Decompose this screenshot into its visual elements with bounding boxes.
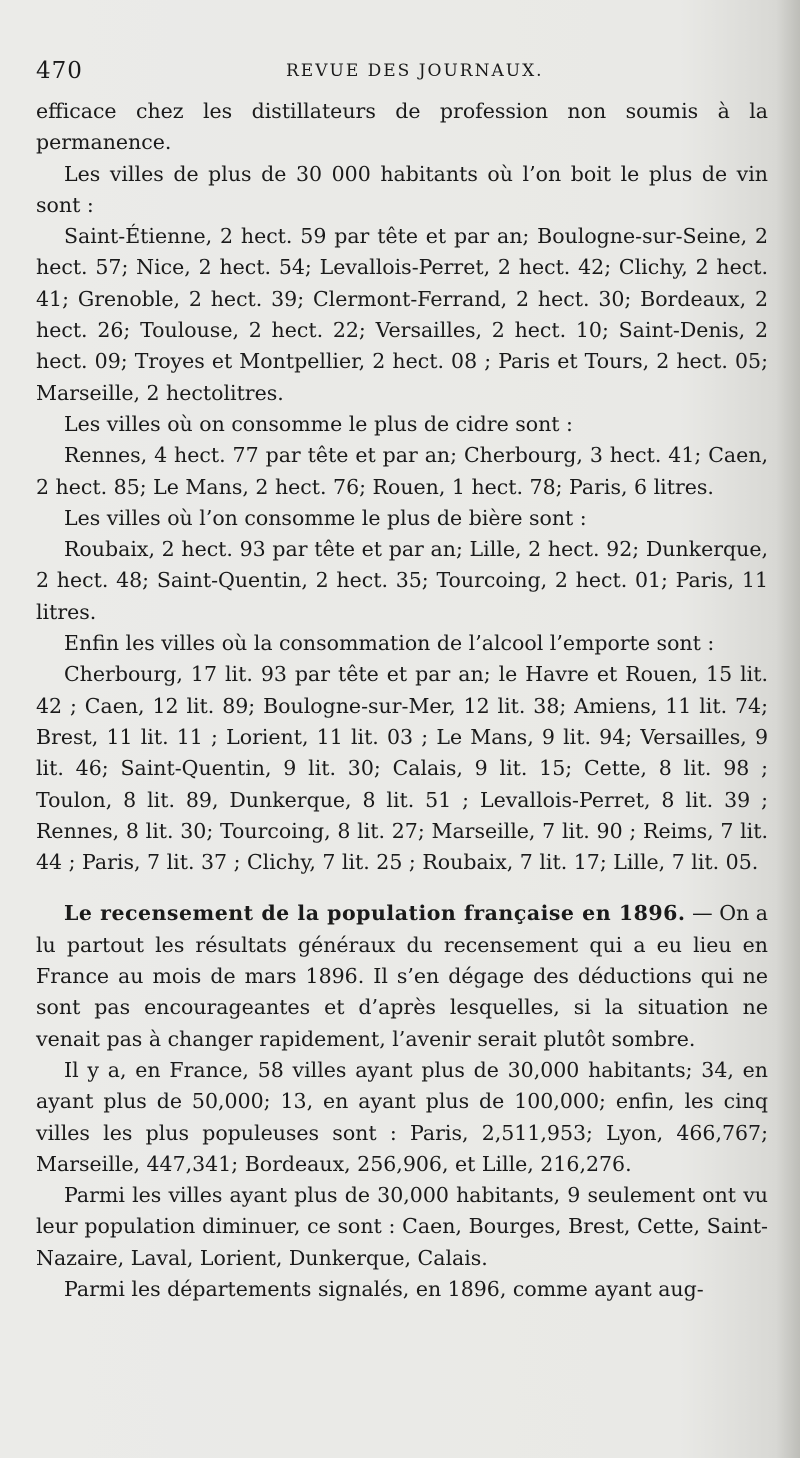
body-text: [36, 96, 768, 1305]
paragraph: Saint-Étienne, 2 hect. 59 par tête et par an; Boulogne-sur-Seine, 2 hect. 57; Nice, 2 hect. 54; Levallois-Perret, 2 hect. 42; Clichy, 2 hect. 41; Grenoble, 2 hect. 39; Clermont-Ferrand, 2 hect. 30; Bordeaux, 2 hect. 26; Toulouse, 2 hect. 22; Versailles, 2 hect. 10; Saint-Denis, 2 hect. 09; Troyes et Montpellier, 2 hect. 08 ; Paris et Tours, 2 hect. 05; Marseille, 2 hectolitres.: [36, 224, 768, 405]
paragraph: Parmi les départements signalés, en 1896, comme ayant aug-: [64, 1276, 704, 1301]
paragraph: Rennes, 4 hect. 77 par tête et par an; Cherbourg, 3 hect. 41; Caen, 2 hect. 85; Le Mans, 2 hect. 76; Rouen, 1 hect. 78; Paris, 6 litres.: [36, 443, 768, 499]
paragraph: Les villes de plus de 30 000 habitants où l’on boit le plus de vin sont :: [36, 161, 768, 217]
page-header: [36, 58, 776, 90]
section-paragraph: [36, 898, 768, 1054]
paragraph: Cherbourg, 17 lit. 93 par tête et par an; le Havre et Rouen, 15 lit. 42 ; Caen, 12 lit. 89; Boulogne-sur-Mer, 12 lit. 38; Amiens, 11 lit. 74; Brest, 11 lit. 11 ; Lorient, 11 lit. 03 ; Le Mans, 9 lit. 94; Versailles, 9 lit. 46; Saint-Quentin, 9 lit. 30; Calais, 9 lit. 15; Cette, 8 lit. 98 ; Toulon, 8 lit. 89, Dunkerque, 8 lit. 51 ; Levallois-Perret, 8 lit. 39 ; Rennes, 8 lit. 30; Tourcoing, 8 lit. 27; Marseille, 7 lit. 90 ; Reims, 7 lit. 44 ; Paris, 7 lit. 37 ; Clichy, 7 lit. 25 ; Roubaix, 7 lit. 17; Lille, 7 lit. 05.: [36, 662, 768, 875]
paragraph: Il y a, en France, 58 villes ayant plus de 30,000 habitants; 34, en ayant plus de 50,000; 13, en ayant plus de 100,000; enfin, les cinq villes les plus populeuses sont : Paris, 2,511,953; Lyon, 466,767; Marseille, 447,341; Bordeaux, 256,906, et Lille, 216,276.: [36, 1057, 768, 1176]
paragraph: Les villes où l’on consomme le plus de bière sont :: [64, 505, 587, 530]
paragraph: Les villes où on consomme le plus de cidre sont :: [64, 411, 573, 436]
paragraph: Roubaix, 2 hect. 93 par tête et par an; Lille, 2 hect. 92; Dunkerque, 2 hect. 48; Saint-Quentin, 2 hect. 35; Tourcoing, 2 hect. 01; Paris, 11 litres.: [36, 537, 768, 624]
section-title: Le recensement de la population française en 1896.: [64, 901, 686, 926]
paragraph: Parmi les villes ayant plus de 30,000 habitants, 9 seulement ont vu leur population diminuer, ce sont : Caen, Bourges, Brest, Cette, Saint-Nazaire, Laval, Lorient, Dunkerque, Calais.: [36, 1183, 768, 1270]
running-title: REVUE DES JOURNAUX.: [286, 61, 544, 81]
paragraph: Enfin les villes où la consommation de l’alcool l’emporte sont :: [64, 631, 715, 656]
section-text: — On a lu partout les résultats généraux du recensement qui a eu lieu en France au mois de mars 1896. Il s’en dégage des déductions qui ne sont pas encourageantes et d’après lesquelles, si la situation ne venait pas à changer rapidement, l’avenir serait plutôt sombre.: [36, 901, 769, 1051]
paragraph: efficace chez les distillateurs de profession non soumis à la permanence.: [36, 99, 768, 155]
page-number: 470: [36, 58, 83, 84]
